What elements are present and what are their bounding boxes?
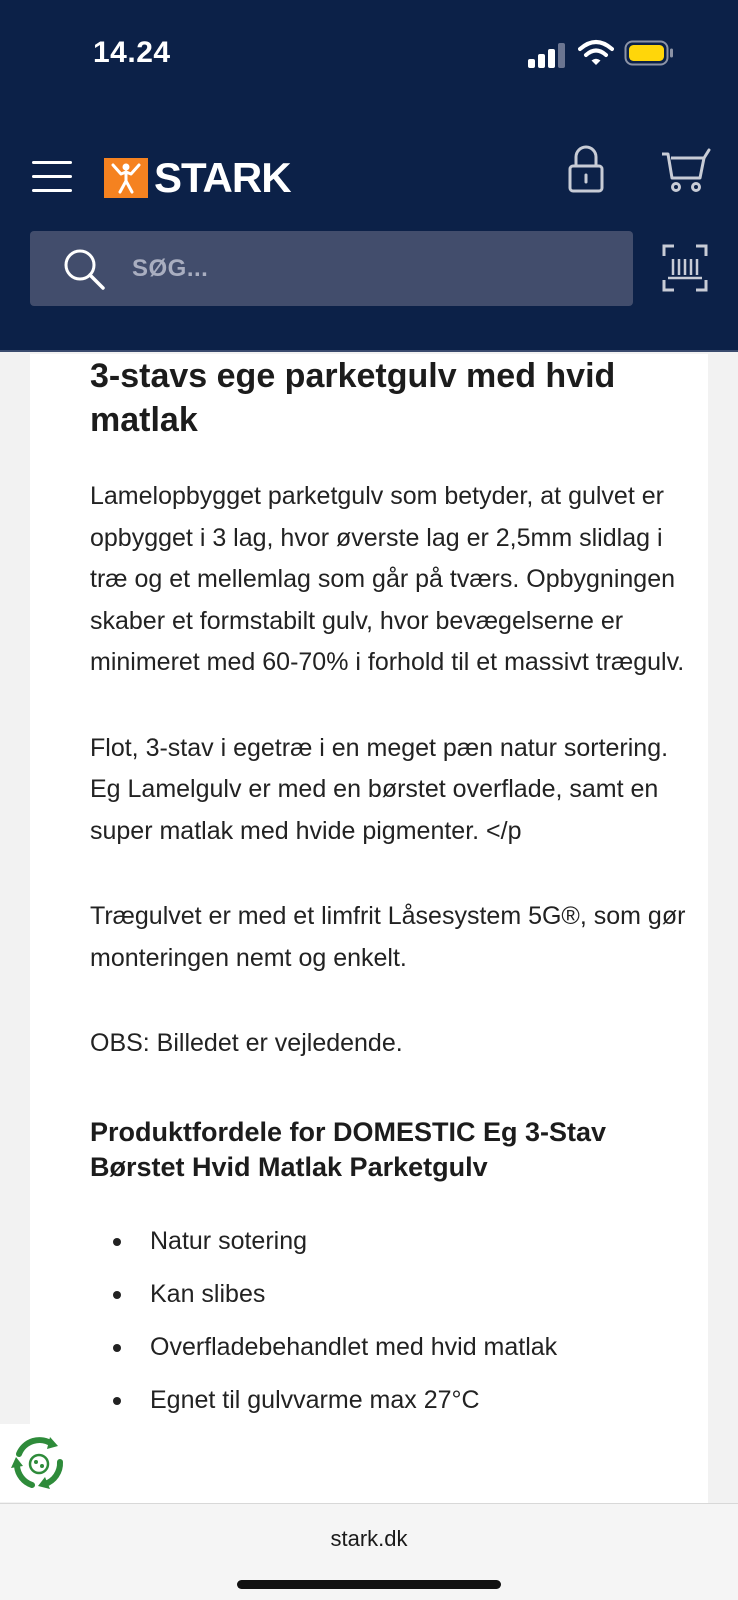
list-item: Egnet til gulvvarme max 27°C [90, 1382, 690, 1435]
product-description [90, 354, 690, 1435]
benefits-list [90, 1223, 690, 1435]
description-paragraph: Trægulvet er med et limfrit Låsesystem 5G®, som gør monteringen nemt og enkelt. [90, 902, 686, 972]
app-header [0, 0, 738, 352]
brand-name: STARK [154, 154, 291, 201]
list-item: Natur sotering [90, 1223, 690, 1276]
eco-badge-button[interactable] [0, 1424, 78, 1502]
search-input[interactable] [30, 231, 633, 306]
search-placeholder: SØG... [132, 255, 209, 282]
description-paragraph: OBS: Billedet er vejledende. [90, 1029, 403, 1057]
lock-icon[interactable] [566, 144, 606, 194]
home-indicator[interactable] [237, 1580, 501, 1589]
description-paragraph: Lamelopbygget parketgulv som betyder, at gulvet er opbygget i 3 lag, hvor øverste lag er 2,5mm slidlag i træ og et mellemlag som går på tværs. Opbygningen skaber et formstabilt gulv, hvor bevægelserne er minimeret med 60-70% i forhold til et massivt trægulv. [90, 482, 685, 676]
wifi-icon [578, 38, 614, 68]
description-paragraph: Flot, 3-stav i egetræ i en meget pæn natur sortering. Eg Lamelgulv er med en børstet overflade, samt en super matlak med hvide pigmenter. </p [90, 733, 669, 845]
product-title: 3-stavs ege parketgulv med hvid matlak [90, 357, 616, 439]
list-item: Overfladebehandlet med hvid matlak [90, 1329, 690, 1382]
list-item: Kan slibes [90, 1276, 690, 1329]
product-description-card [30, 354, 708, 1504]
battery-icon [624, 40, 674, 66]
benefits-title: Produktfordele for DOMESTIC Eg 3-Stav Børstet Hvid Matlak Parketgulv [90, 1116, 607, 1182]
stark-logo-icon [104, 158, 148, 198]
cellular-signal-icon [528, 42, 568, 68]
browser-bottom-bar [0, 1503, 738, 1600]
stark-logo[interactable] [104, 154, 291, 201]
url-display[interactable]: stark.dk [330, 1526, 408, 1551]
barcode-scan-icon[interactable] [662, 244, 708, 292]
menu-icon[interactable] [32, 158, 72, 194]
cart-icon[interactable] [660, 148, 712, 194]
search-icon [62, 247, 106, 291]
status-time: 14.24 [93, 36, 171, 69]
eco-recycle-icon [0, 1424, 78, 1502]
